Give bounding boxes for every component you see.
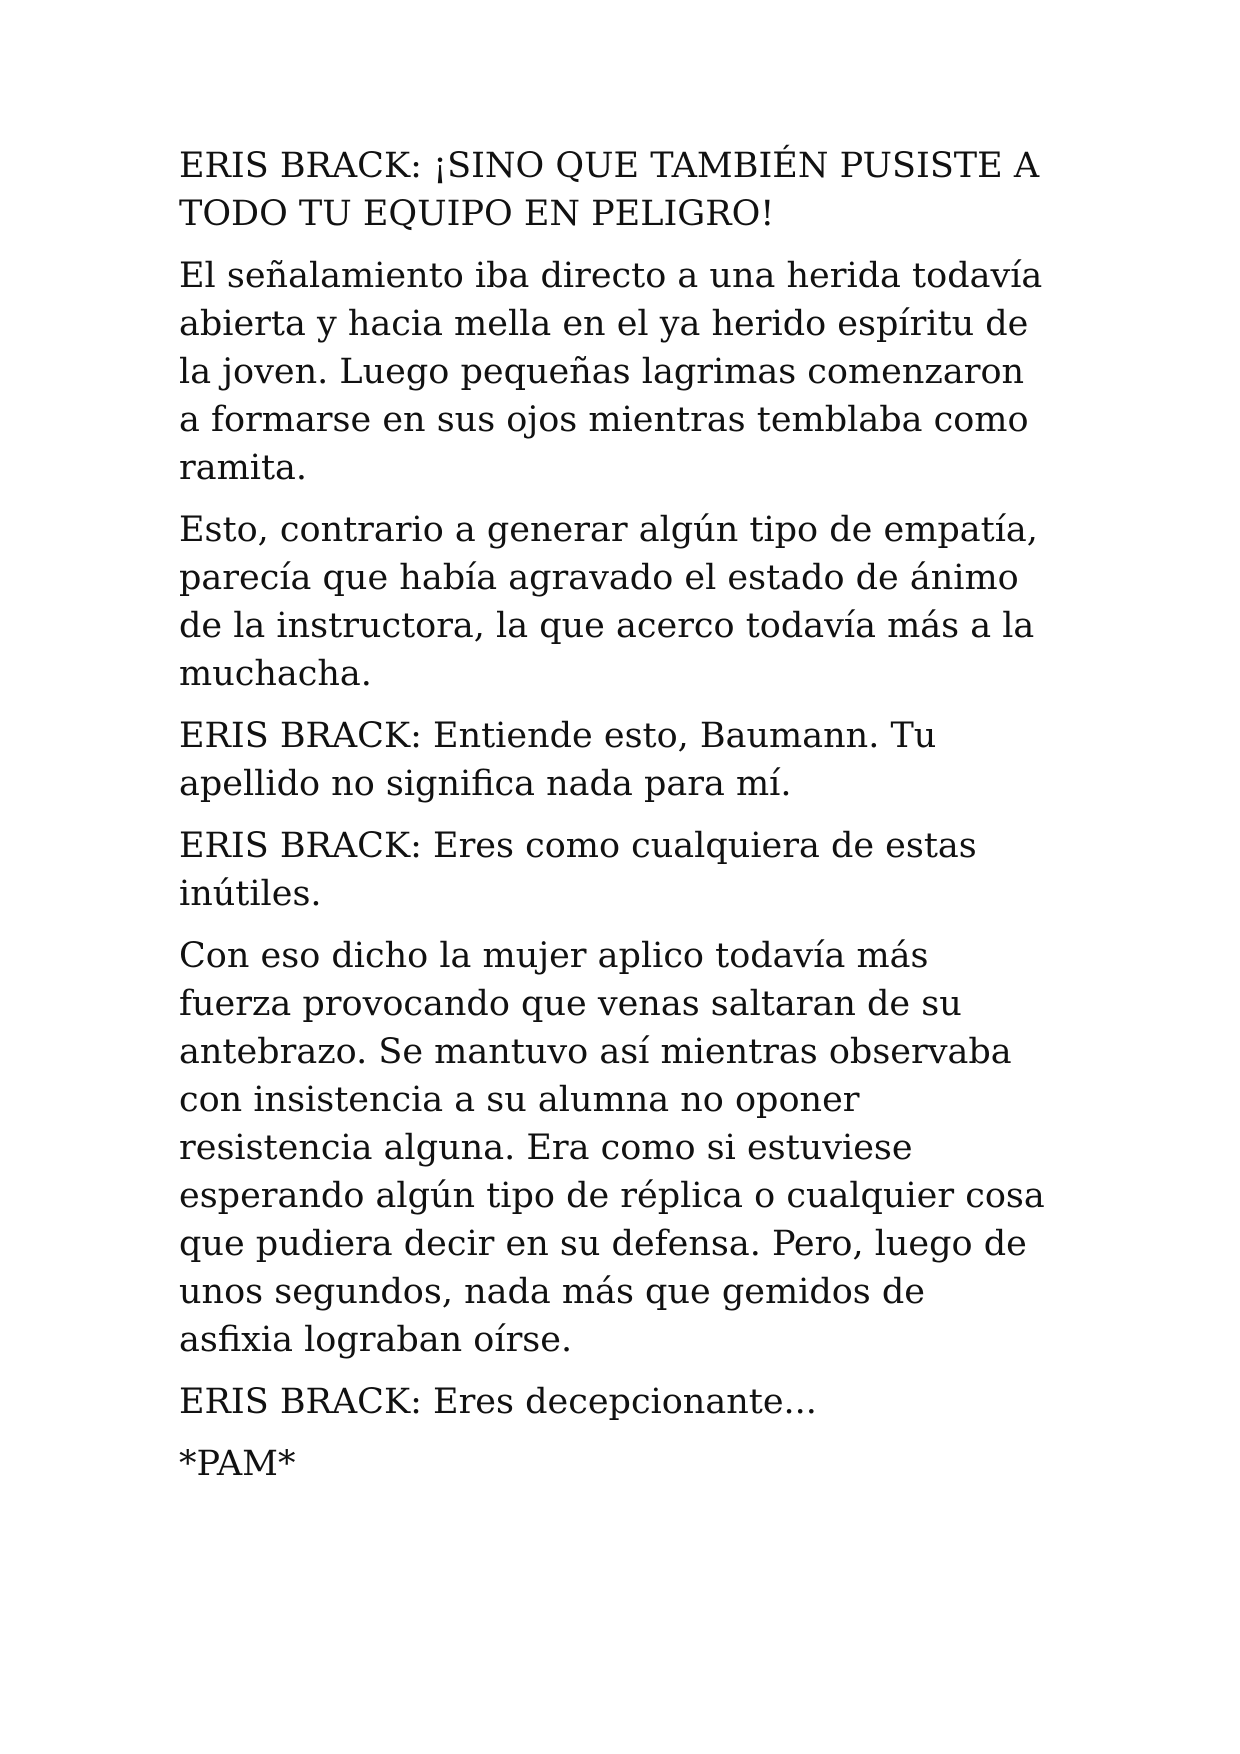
paragraph-narration-1: El señalamiento iba directo a una herida todavía abierta y hacia mella en el ya herido espíritu de la joven. Luego pequeñas lagrimas comenzaron a formarse en sus ojos mientras temblaba como ramita. bbox=[179, 256, 1043, 488]
paragraph-dialogue-3: ERIS BRACK: Eres como cualquiera de estas inútiles. bbox=[179, 826, 977, 914]
body-text bbox=[179, 142, 1084, 1502]
paragraph-sound-effect: *PAM* bbox=[179, 1444, 296, 1484]
paragraph-dialogue-2: ERIS BRACK: Entiende esto, Baumann. Tu apellido no significa nada para mí. bbox=[179, 716, 937, 804]
paragraph-dialogue-1: ERIS BRACK: ¡SINO QUE TAMBIÉN PUSISTE A TODO TU EQUIPO EN PELIGRO! bbox=[179, 146, 1040, 234]
paragraph-dialogue-4: ERIS BRACK: Eres decepcionante... bbox=[179, 1382, 817, 1422]
paragraph-narration-3: Con eso dicho la mujer aplico todavía más fuerza provocando que venas saltaran de su antebrazo. Se mantuvo así mientras observaba con insistencia a su alumna no oponer resistencia alguna. Era como si estuviese esperando algún tipo de réplica o cualquier cosa que pudiera decir en su defensa. Pero, luego de unos segundos, nada más que gemidos de asfixia lograban oírse. bbox=[179, 936, 1045, 1360]
paragraph-narration-2: Esto, contrario a generar algún tipo de empatía, parecía que había agravado el estado de ánimo de la instructora, la que acerco todavía más a la muchacha. bbox=[179, 510, 1038, 694]
